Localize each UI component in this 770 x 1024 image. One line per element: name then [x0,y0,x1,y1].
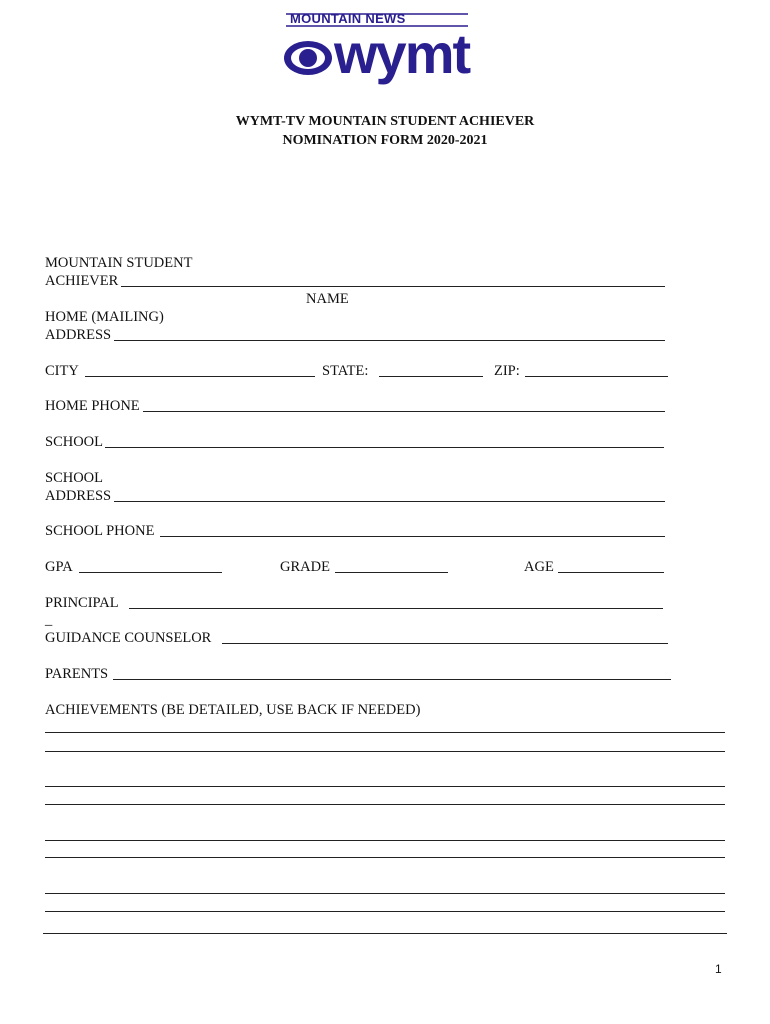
parents-line[interactable] [113,679,671,680]
page-number: 1 [715,962,722,976]
city-label: CITY [45,363,79,379]
station-logo [282,10,502,92]
zip-label: ZIP: [494,363,520,379]
guidance-counselor-label: GUIDANCE COUNSELOR [45,630,212,646]
principal-line[interactable] [129,608,663,609]
school-address-label-line1: SCHOOL [45,470,104,486]
school-line[interactable] [105,447,664,448]
achievements-line[interactable] [43,933,727,934]
logo-top-text: MOUNTAIN NEWS [290,11,406,26]
student-name-line[interactable] [121,286,665,287]
grade-line[interactable] [335,572,448,573]
school-label: SCHOOL [45,434,104,450]
logo-main-text: wymt [334,22,470,85]
achievements-line[interactable] [45,751,725,752]
age-label: AGE [524,559,554,575]
home-address-label-line2: ADDRESS [45,327,112,343]
home-address-line[interactable] [114,340,665,341]
school-address-line[interactable] [114,501,665,502]
age-line[interactable] [558,572,664,573]
school-address-label-line2: ADDRESS [45,488,112,504]
achievements-line[interactable] [45,857,725,858]
city-line[interactable] [85,376,315,377]
achievements-line[interactable] [45,840,725,841]
achievements-line[interactable] [45,911,725,912]
achievements-line[interactable] [45,732,725,733]
guidance-counselor-line[interactable] [222,643,668,644]
home-phone-line[interactable] [143,411,665,412]
school-phone-label: SCHOOL PHONE [45,523,155,539]
state-label: STATE: [322,363,369,379]
form-title-line2: NOMINATION FORM 2020-2021 [282,133,488,148]
grade-label: GRADE [280,559,330,575]
student-label-line2: ACHIEVER [45,273,119,289]
name-caption: NAME [306,291,349,307]
stray-underscore: _ [45,612,53,628]
form-title-line1: WYMT-TV MOUNTAIN STUDENT ACHIEVER [235,114,535,129]
school-phone-line[interactable] [160,536,665,537]
gpa-line[interactable] [79,572,222,573]
home-phone-label: HOME PHONE [45,398,140,414]
zip-line[interactable] [525,376,668,377]
gpa-label: GPA [45,559,73,575]
achievements-line[interactable] [45,786,725,787]
cbs-eye-icon [284,41,332,75]
achievements-line[interactable] [45,893,725,894]
achievements-label: ACHIEVEMENTS (BE DETAILED, USE BACK IF NEEDED) [45,702,421,718]
state-line[interactable] [379,376,483,377]
principal-label: PRINCIPAL [45,595,119,611]
student-label-line1: MOUNTAIN STUDENT [45,255,193,271]
achievements-line[interactable] [45,804,725,805]
home-address-label-line1: HOME (MAILING) [45,309,164,325]
parents-label: PARENTS [45,666,109,682]
